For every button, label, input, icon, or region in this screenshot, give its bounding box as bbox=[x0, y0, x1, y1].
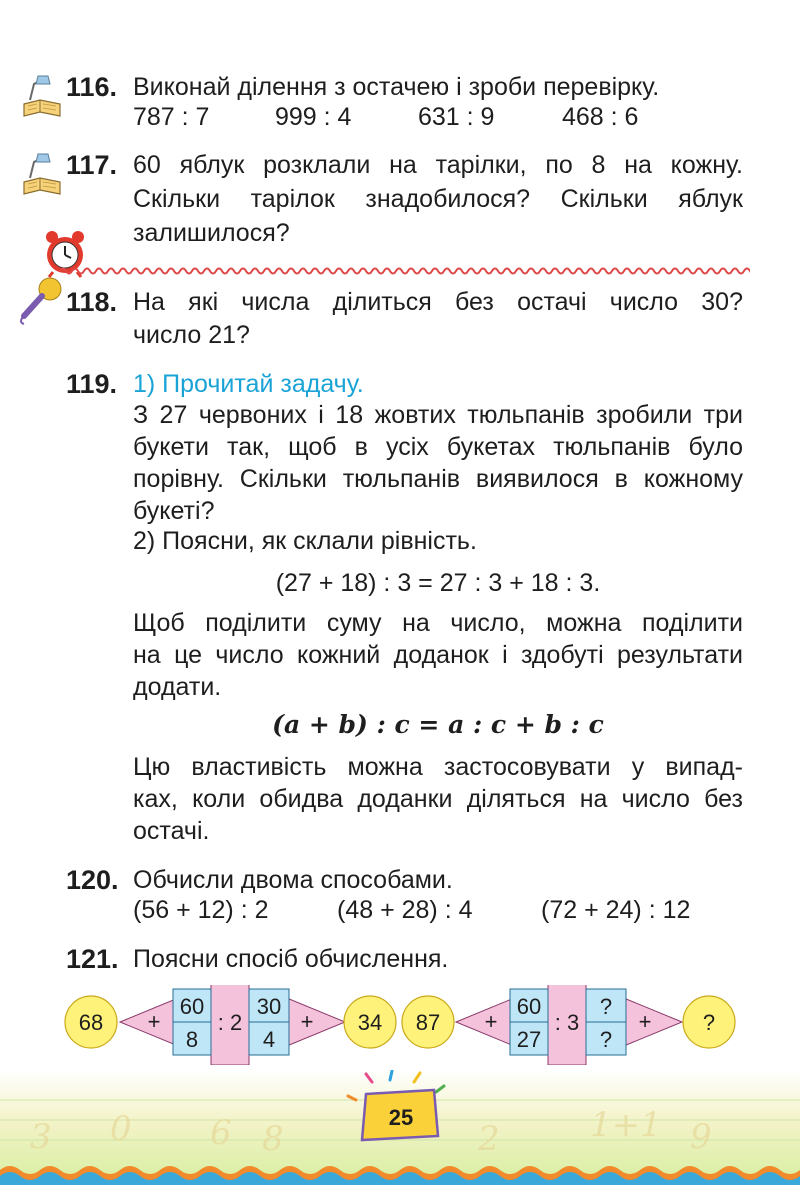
task-120-number: 120. bbox=[66, 865, 119, 895]
chain-1-result: 34 bbox=[357, 1010, 383, 1035]
chain-1-plus-2: + bbox=[300, 1009, 314, 1034]
task-119-problem-line-2: букети так, щоб в усіх букетах тюльпанів було bbox=[133, 433, 743, 461]
task-119-step-1: 1) Прочитай задачу. bbox=[133, 370, 364, 398]
task-120-expr-2: (48 + 28) : 4 bbox=[337, 896, 473, 924]
task-116-text: Виконай ділення з остачею і зроби перевірку. bbox=[133, 73, 660, 101]
task-117-line-1: 60 яблук розклали на тарілки, по 8 на кожну. bbox=[133, 151, 743, 179]
chain-2 bbox=[402, 985, 735, 1065]
chain-2-start: 87 bbox=[415, 1010, 441, 1035]
task-119-rule-line-1: Щоб поділити суму на число, можна поділити bbox=[133, 609, 743, 637]
chain-1-top-1: 60 bbox=[179, 994, 205, 1019]
task-118-line-1: На які числа ділиться без остачі число 30? bbox=[133, 288, 743, 316]
task-116-expr-3: 631 : 9 bbox=[418, 103, 495, 131]
book-lamp-icon bbox=[20, 152, 64, 203]
footer-digit-8: 8 bbox=[262, 1119, 284, 1159]
chain-1 bbox=[65, 985, 396, 1065]
task-116-expr-4: 468 : 6 bbox=[562, 103, 639, 131]
footer-digit-9: 9 bbox=[690, 1117, 712, 1157]
chain-2-bottom-2: ? bbox=[599, 1027, 613, 1052]
chain-1-bottom-2: 4 bbox=[262, 1027, 276, 1052]
chain-1-plus-1: + bbox=[147, 1009, 161, 1034]
page-number: 25 bbox=[388, 1105, 414, 1130]
task-118-number: 118. bbox=[66, 287, 118, 317]
footer-digit-2: 2 bbox=[478, 1119, 500, 1159]
chain-1-divisor: : 2 bbox=[217, 1010, 243, 1035]
footer-digit-6: 6 bbox=[210, 1113, 232, 1153]
microphone-icon bbox=[16, 276, 64, 331]
task-119-number: 119. bbox=[66, 369, 118, 399]
task-119-problem-line-3: порівну. Скільки тюльпанів виявилося в кожному bbox=[133, 465, 743, 493]
wavy-divider bbox=[60, 264, 750, 278]
task-119-note-line-3: остачі. bbox=[133, 817, 210, 845]
division-chains bbox=[0, 985, 800, 1065]
task-116-number: 116. bbox=[66, 72, 118, 102]
task-119-rule-line-2: на це число кожний доданок і здобуті результати bbox=[133, 641, 743, 669]
task-120-text: Обчисли двома способами. bbox=[133, 866, 453, 894]
task-121-text: Поясни спосіб обчислення. bbox=[133, 945, 449, 973]
task-119-problem-line-1: З 27 червоних і 18 жовтих тюльпанів зробили три bbox=[133, 401, 743, 429]
footer-digit-0: 0 bbox=[110, 1109, 132, 1149]
task-119-problem-line-4: букеті? bbox=[133, 497, 215, 525]
task-119-equation: (27 + 18) : 3 = 27 : 3 + 18 : 3. bbox=[275, 569, 601, 597]
task-119-note-line-1: Цю властивість можна застосовувати у випад- bbox=[133, 753, 743, 781]
task-117-line-2: Скільки тарілок знадобилося? Скільки яблук bbox=[133, 185, 743, 213]
chain-2-result: ? bbox=[702, 1010, 716, 1035]
chain-2-bottom-1: 27 bbox=[516, 1027, 542, 1052]
chain-2-top-2: ? bbox=[599, 994, 613, 1019]
footer-digit-1: 1+1 bbox=[590, 1105, 662, 1145]
task-119-formula: (a + b) : c = a : c + b : c bbox=[272, 710, 604, 739]
task-120-expr-3: (72 + 24) : 12 bbox=[541, 896, 691, 924]
book-lamp-icon bbox=[20, 74, 64, 125]
task-121-number: 121. bbox=[66, 944, 119, 974]
chain-1-top-2: 30 bbox=[256, 994, 282, 1019]
task-120-expr-1: (56 + 12) : 2 bbox=[133, 896, 269, 924]
task-116-expr-2: 999 : 4 bbox=[275, 103, 352, 131]
chain-2-divisor: : 3 bbox=[554, 1010, 580, 1035]
task-116-expr-1: 787 : 7 bbox=[133, 103, 210, 131]
chain-2-plus-2: + bbox=[638, 1009, 652, 1034]
chain-2-plus-1: + bbox=[484, 1009, 498, 1034]
footer-digit-3: 3 bbox=[30, 1117, 52, 1157]
chain-1-start: 68 bbox=[78, 1010, 104, 1035]
task-117-number: 117. bbox=[66, 150, 118, 180]
chain-1-bottom-1: 8 bbox=[185, 1027, 199, 1052]
task-117-line-3: залишилося? bbox=[133, 219, 290, 247]
task-118-line-2: число 21? bbox=[133, 321, 250, 349]
task-119-step-2: 2) Поясни, як склали рівність. bbox=[133, 527, 477, 555]
task-119-note-line-2: ках, коли обидва доданки діляться на число без bbox=[133, 785, 743, 813]
chain-2-top-1: 60 bbox=[516, 994, 542, 1019]
task-119-rule-line-3: додати. bbox=[133, 673, 222, 701]
